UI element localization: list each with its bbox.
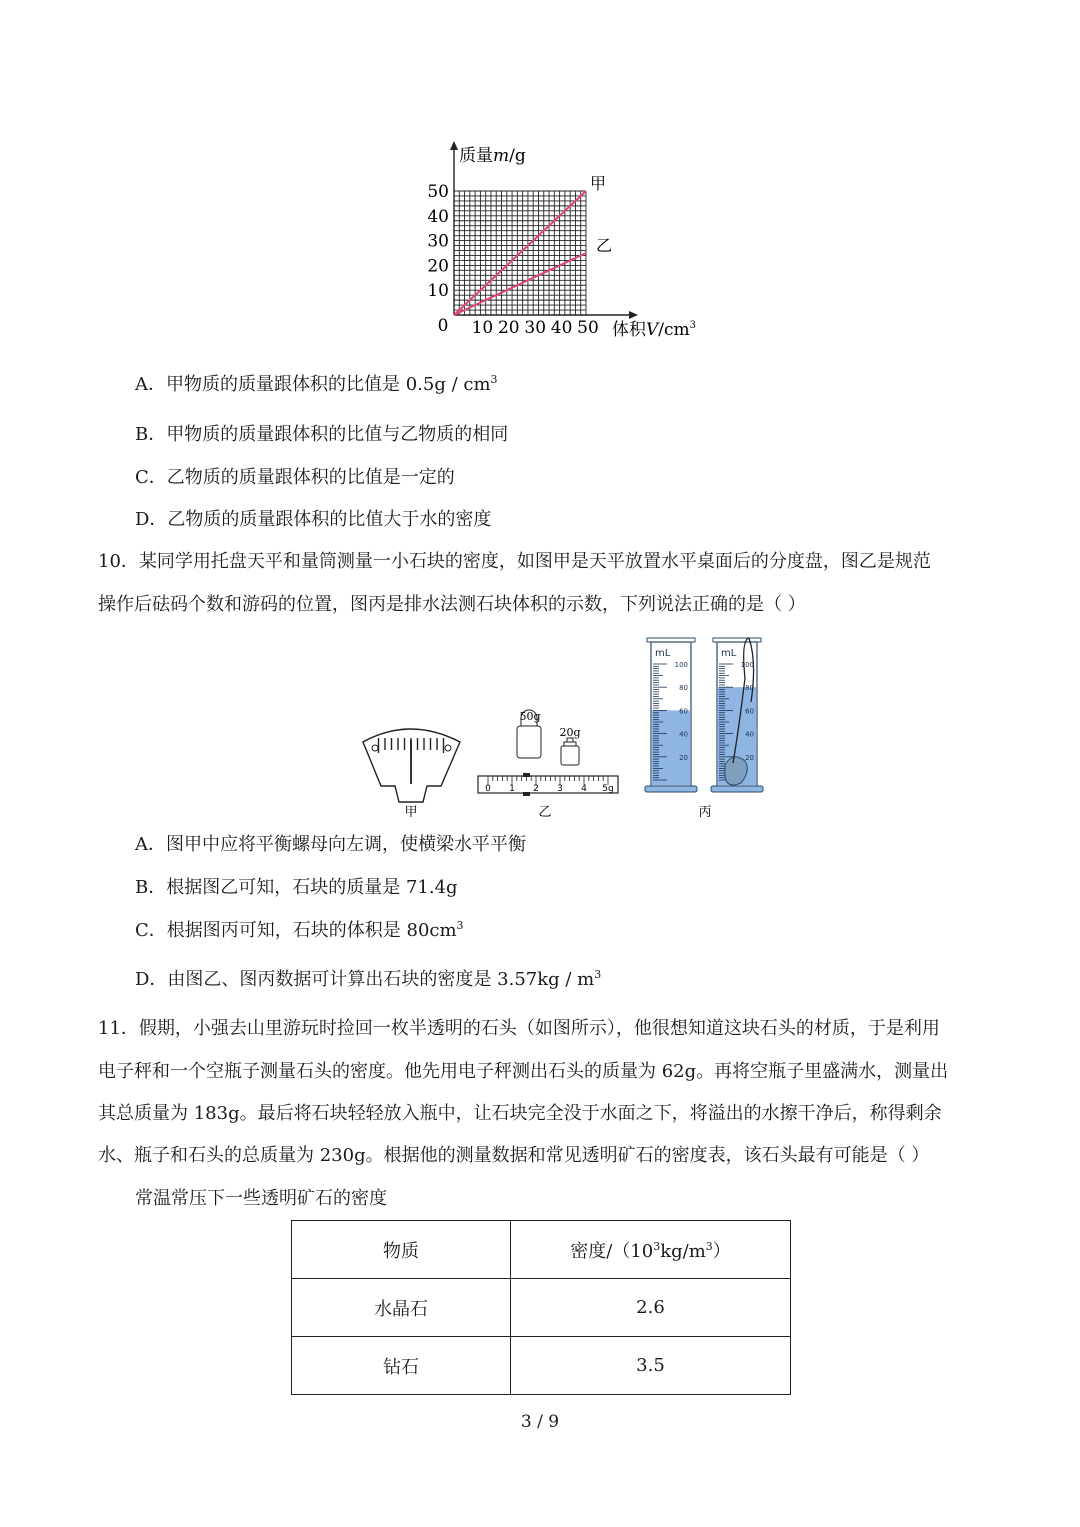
q11-stem-line3: 其总质量为 183g。最后将石块轻轻放入瓶中，让石块完全没于水面之下，将溢出的水擦干净后，称得剩余 (98, 1103, 942, 1124)
table-row (292, 1337, 791, 1395)
x-tick-label: 20 (497, 318, 520, 338)
label-jia: 甲 (404, 805, 418, 820)
label-yi: 乙 (538, 805, 552, 820)
cell-substance: 钻石 (292, 1337, 511, 1395)
q10-option-b: B．根据图乙可知，石块的质量是 71.4g (135, 877, 458, 898)
header-substance: 物质 (292, 1221, 511, 1279)
cell-density: 3.5 (511, 1337, 791, 1395)
y-tick-label: 50 (427, 182, 449, 202)
density-table (291, 1220, 791, 1395)
q9-option-b: B．甲物质的质量跟体积的比值与乙物质的相同 (135, 424, 509, 445)
cylinder-mark: 20 (745, 753, 754, 762)
cylinder-mark: 20 (679, 753, 688, 762)
chart-labels (427, 146, 696, 340)
rider-scale-label: 4 (581, 784, 587, 794)
x-tick-label: 10 (471, 318, 494, 338)
y-tick-label: 20 (427, 256, 449, 277)
rider-scale-label: 1 (509, 784, 515, 794)
rider-scale-label: 2 (533, 784, 539, 794)
series-line-jia (454, 191, 586, 315)
cylinder-mark: 60 (745, 707, 754, 716)
cylinder-mark: 60 (679, 707, 688, 716)
origin-label: 0 (437, 316, 449, 336)
rider-scale (478, 773, 618, 796)
cylinder-unit: mL (655, 648, 671, 659)
page-number: 3 / 9 (520, 1412, 560, 1432)
x-tick-label: 50 (577, 318, 599, 338)
rider-scale-label: 3 (557, 784, 563, 794)
cylinder-mark: 100 (740, 661, 754, 669)
y-tick-label: 30 (427, 231, 449, 252)
weight-50g-label: 50g (519, 710, 541, 723)
cylinder-mark: 40 (745, 730, 754, 739)
weight-20g-label: 20g (559, 726, 581, 739)
q10-option-a: A．图甲中应将平衡螺母向左调，使横梁水平平衡 (135, 834, 526, 855)
q9-option-c: C．乙物质的质量跟体积的比值是一定的 (135, 467, 455, 488)
q9-option-d: D．乙物质的质量跟体积的比值大于水的密度 (135, 509, 492, 530)
cylinder-mark: 100 (674, 661, 688, 669)
balance-dial (363, 729, 460, 802)
x-axis-label: 体积$V/cm^3$ (612, 320, 697, 340)
rider-scale-label: 5g (602, 784, 614, 794)
series-label-yi: 乙 (596, 236, 613, 255)
table-row (292, 1279, 791, 1337)
cell-density: 2.6 (511, 1279, 791, 1337)
y-axis-arrow (450, 141, 458, 150)
table-caption: 常温常压下一些透明矿石的密度 (135, 1188, 387, 1209)
table-header-row (292, 1221, 791, 1279)
q10-option-d: D．由图乙、图丙数据可计算出石块的密度是 $3.57kg / m^3$ (135, 968, 602, 990)
x-tick-label: 30 (524, 318, 547, 338)
q11-stem-line1: 11．假期，小强去山里游玩时捡回一枚半透明的石头（如图所示），他很想知道这块石头的材质，于是利用 (98, 1018, 940, 1039)
q11-stem-line2: 电子秤和一个空瓶子测量石头的密度。他先用电子秤测出石头的质量为 62g。再将空瓶子里盛满水，测量出 (98, 1061, 949, 1082)
label-bing: 丙 (698, 805, 712, 820)
cylinder-mark: 80 (679, 684, 688, 693)
rider-scale-label: 0 (485, 784, 491, 794)
q11-stem-line4: 水、瓶子和石头的总质量为 230g。根据他的测量数据和常见透明矿石的密度表，该石头最有可能是（ ） (98, 1145, 930, 1166)
cell-substance: 水晶石 (292, 1279, 511, 1337)
cylinder-mark: 40 (679, 730, 688, 739)
y-axis-label: 质量m/g (459, 146, 526, 166)
cylinder-mark: 80 (745, 684, 754, 693)
q10-stem-line1: 10．某同学用托盘天平和量筒测量一小石块的密度，如图甲是天平放置水平桌面后的分度盘，图乙是规范 (98, 551, 931, 572)
cylinder-unit: mL (721, 648, 737, 659)
q10-option-c: C．根据图丙可知，石块的体积是 $80cm^3$ (135, 919, 464, 941)
x-tick-label: 40 (550, 318, 573, 338)
q10-figure (355, 630, 775, 822)
mass-volume-chart (400, 135, 720, 350)
y-tick-label: 10 (427, 281, 449, 302)
series-label-jia: 甲 (590, 174, 607, 193)
header-density: 密度$/(10^3kg/m^3)$ (511, 1221, 791, 1279)
cylinder-base (711, 786, 763, 792)
q9-option-a: A．甲物质的质量跟体积的比值是 $0.5g / cm^3$ (135, 373, 498, 395)
series-line-yi (454, 253, 586, 315)
y-tick-label: 40 (427, 206, 449, 227)
cylinder-base (645, 786, 697, 792)
x-axis-arrow (629, 311, 638, 319)
cylinder-before (645, 638, 697, 792)
q10-stem-line2: 操作后砝码个数和游码的位置，图丙是排水法测石块体积的示数，下列说法正确的是（ ） (98, 594, 806, 615)
chart-series (454, 191, 586, 315)
